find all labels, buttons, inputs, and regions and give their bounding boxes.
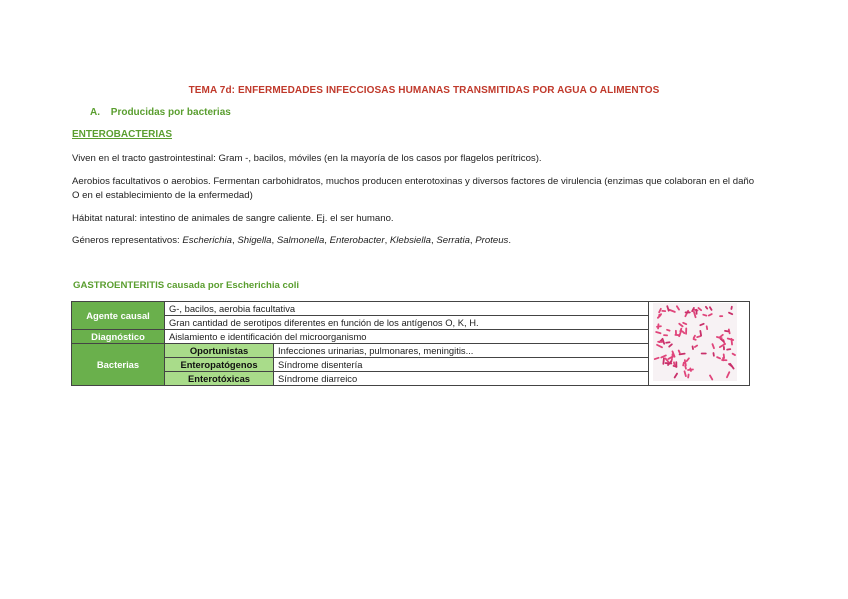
bacteria-image-cell	[649, 302, 750, 386]
gastroenteritis-heading: GASTROENTERITIS causada por Escherichia coli	[73, 280, 300, 291]
genus-item: Klebsiella	[389, 235, 431, 246]
bacteria-micrograph-image	[653, 303, 737, 381]
generos-prefix: Géneros representativos:	[72, 235, 183, 246]
bacteria-type-enteropatogenos: Enteropatógenos	[165, 358, 274, 372]
agente-causal-label: Agente causal	[72, 302, 165, 330]
subsection-heading	[90, 107, 231, 118]
bacteria-desc-enterotoxicas: Síndrome diarreico	[274, 372, 649, 386]
genus-item: Enterobacter	[329, 235, 385, 246]
bacteria-type-oportunistas: Oportunistas	[165, 344, 274, 358]
paragraph-generos: Géneros representativos: Escherichia, Shigella, Salmonella, Enterobacter, Klebsiella, Serratia, Proteus.	[72, 235, 512, 246]
genus-item: Serratia	[436, 235, 470, 246]
diagnostico-label: Diagnóstico	[72, 330, 165, 344]
subsection-letter: A.	[90, 107, 100, 118]
agente-causal-line1: G-, bacilos, aerobia facultativa	[165, 302, 649, 316]
diagnostico-value: Aislamiento e identificación del microorganismo	[165, 330, 649, 344]
bacteria-type-enterotoxicas: Enterotóxicas	[165, 372, 274, 386]
paragraph-habitat-tract: Viven en el tracto gastrointestinal: Gram -, bacilos, móviles (en la mayoría de los casos por flagelos perítricos).	[72, 153, 542, 164]
agente-causal-line2: Gran cantidad de serotipos diferentes en función de los antígenos O, K, H.	[165, 316, 649, 330]
genus-item: Proteus	[475, 235, 509, 246]
paragraph-habitat-natural: Hábitat natural: intestino de animales de sangre caliente. Ej. el ser humano.	[72, 213, 394, 224]
bacterias-label: Bacterias	[72, 344, 165, 386]
bacteria-desc-enteropatogenos: Síndrome disentería	[274, 358, 649, 372]
gastroenteritis-table	[71, 301, 750, 386]
bacteria-desc-oportunistas: Infecciones urinarias, pulmonares, meningitis...	[274, 344, 649, 358]
genus-item: Shigella	[237, 235, 272, 246]
section-heading: ENTEROBACTERIAS	[72, 129, 173, 140]
subsection-label: Producidas por bacterias	[110, 107, 231, 118]
paragraph-aerobios: Aerobios facultativos o aerobios. Fermentan carbohidratos, muchos producen enterotoxinas y diversos factores de virulencia (enzimas que colaboran en el daño O en el establecimiento de la enfermedad)	[72, 176, 755, 201]
genus-item: Escherichia	[182, 235, 232, 246]
page-title: TEMA 7d: ENFERMEDADES INFECCIOSAS HUMANAS TRANSMITIDAS POR AGUA O ALIMENTOS	[188, 85, 660, 96]
genus-item: Salmonella	[276, 235, 325, 246]
